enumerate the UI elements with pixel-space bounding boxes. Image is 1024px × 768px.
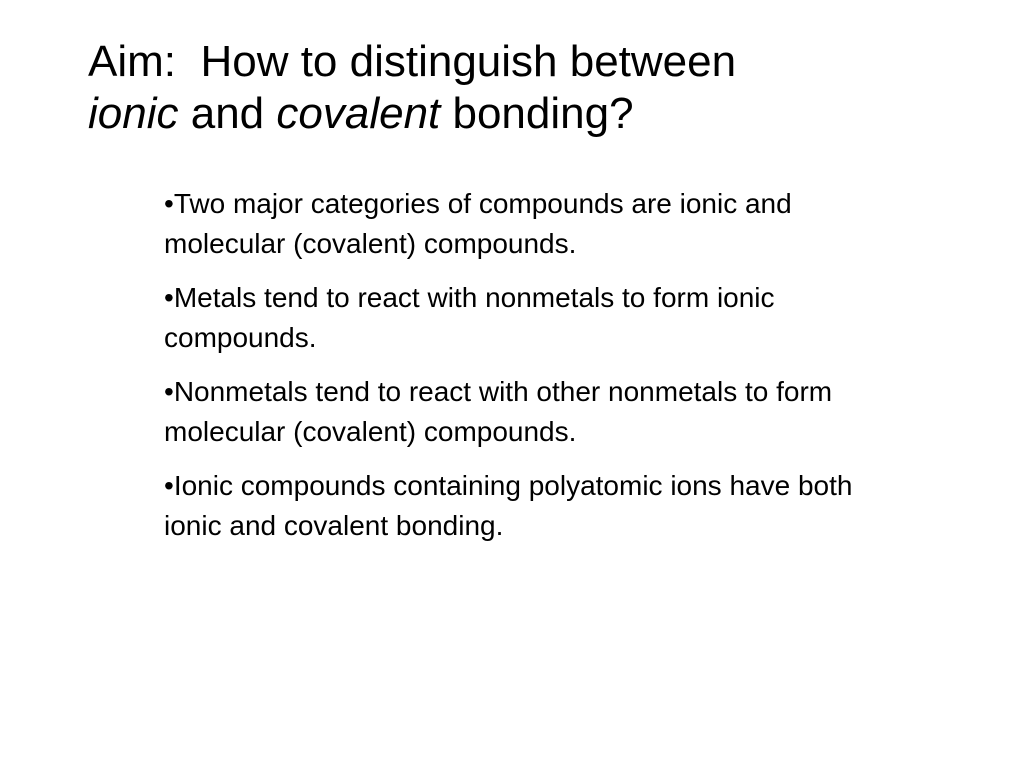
bullet-text: Nonmetals tend to react with other nonmetals to form molecular (covalent) compounds.	[164, 376, 833, 447]
title-line-2	[88, 88, 948, 140]
bullet-list	[164, 184, 864, 560]
title-covalent: covalent	[276, 89, 441, 138]
title-line-1: Aim: How to distinguish between	[88, 37, 737, 86]
bullet-text: Ionic compounds containing polyatomic ions have both ionic and covalent bonding.	[164, 470, 853, 541]
bullet-text: Two major categories of compounds are ionic and molecular (covalent) compounds.	[164, 188, 792, 259]
slide-title	[88, 36, 948, 140]
bullet-item-2	[164, 278, 864, 358]
bullet-symbol: •	[164, 470, 174, 501]
bullet-item-1	[164, 184, 864, 264]
bullet-symbol: •	[164, 188, 174, 219]
title-bonding: bonding?	[440, 89, 634, 138]
title-and: and	[178, 89, 277, 138]
bullet-symbol: •	[164, 376, 174, 407]
bullet-item-4	[164, 466, 864, 546]
bullet-text: Metals tend to react with nonmetals to form ionic compounds.	[164, 282, 775, 353]
title-ionic: ionic	[88, 89, 179, 138]
bullet-symbol: •	[164, 282, 174, 313]
bullet-item-3	[164, 372, 864, 452]
